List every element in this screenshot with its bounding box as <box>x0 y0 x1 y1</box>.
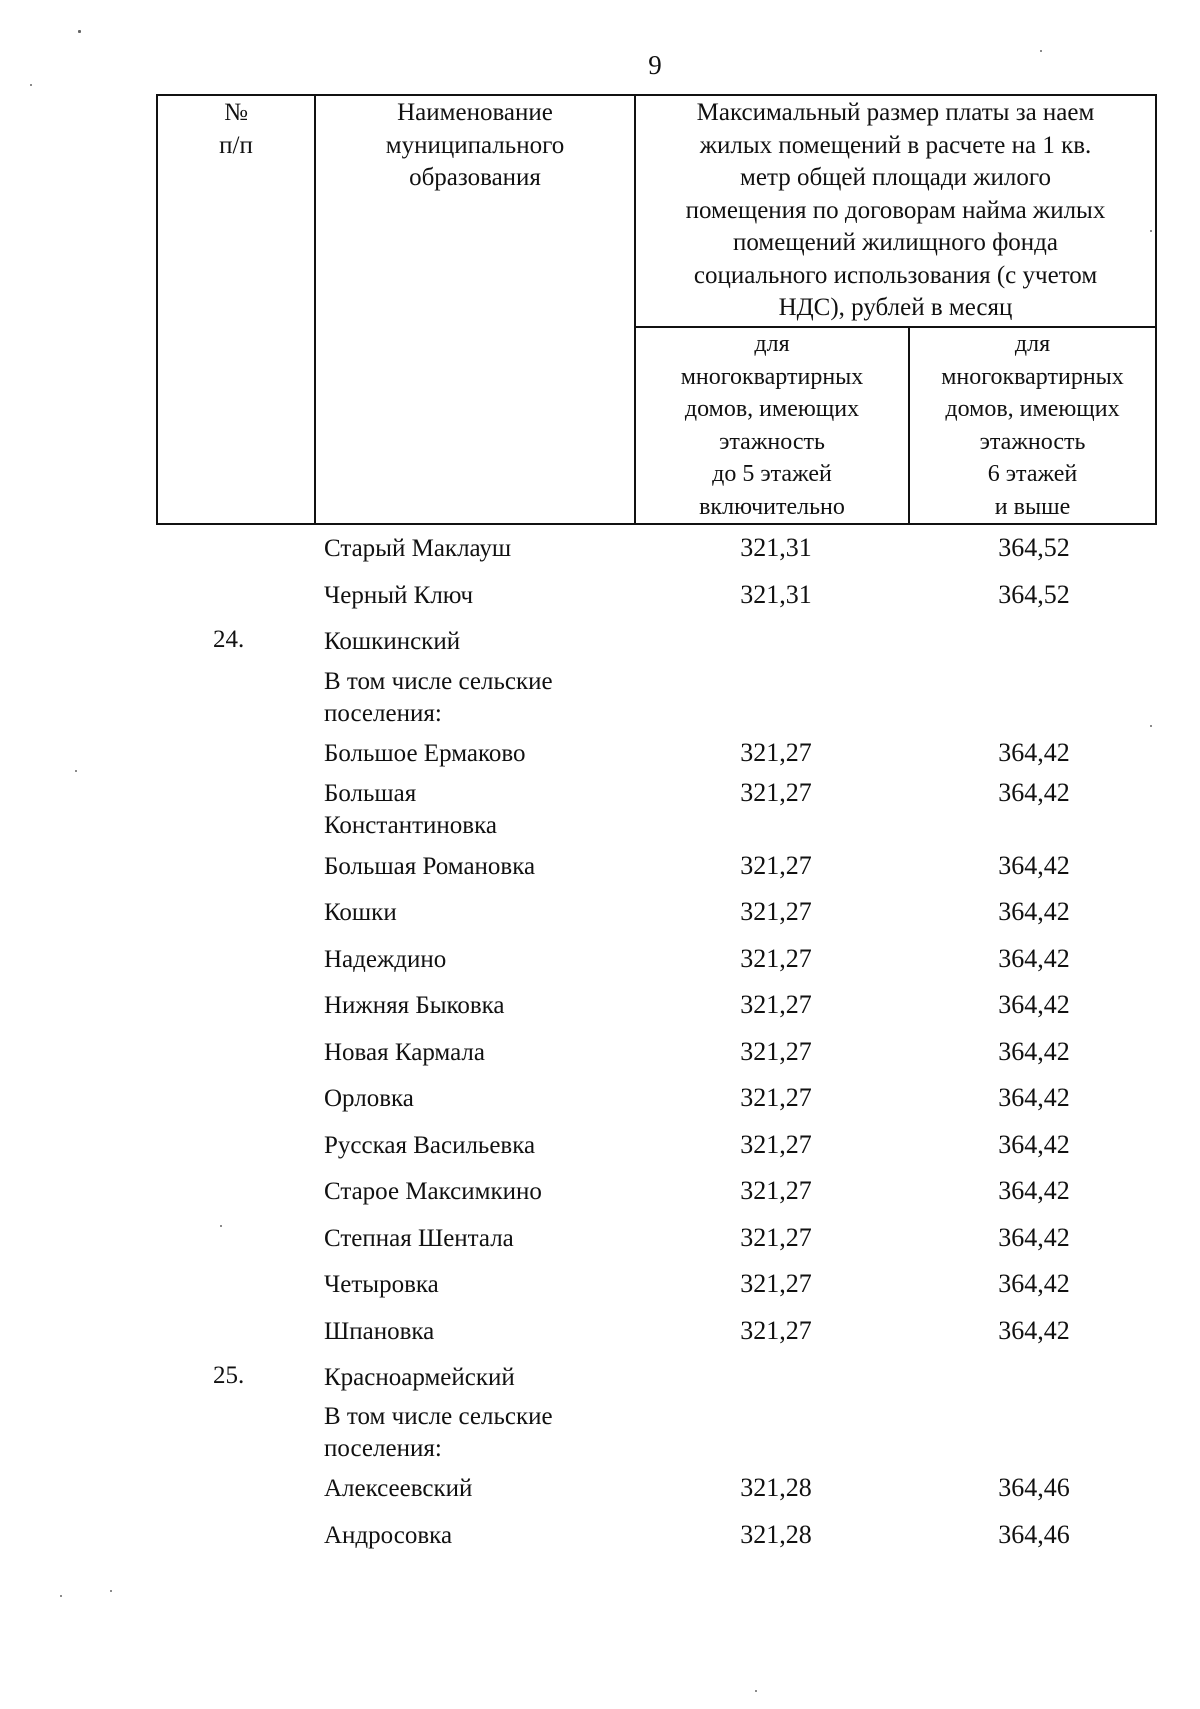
municipality-name: Новая Кармала <box>324 1039 485 1066</box>
header-top-border <box>156 94 1157 96</box>
header-name: Наименование муниципального образования <box>385 99 565 191</box>
municipality-name: Большое Ермаково <box>324 740 526 767</box>
fee-up-to-5-floors: 321,27 <box>740 738 812 767</box>
fee-6-floors-and-above: 364,42 <box>998 738 1070 767</box>
fee-up-to-5-floors: 321,27 <box>740 1037 812 1066</box>
header-max-fee: Максимальный размер платы за наем жилых помещений в расчете на 1 кв. метр общей площади жилого помещения по договорам найма жилых помещений жилищного фонда социального использования (с учетом НДС), рублей в месяц <box>685 99 1106 321</box>
municipality-name: Черный Ключ <box>324 582 474 609</box>
scan-speck <box>78 30 81 33</box>
municipality-name: Шпановка <box>324 1318 435 1345</box>
scan-speck <box>110 1590 112 1592</box>
fee-6-floors-and-above: 364,42 <box>998 851 1070 880</box>
fee-6-floors-and-above: 364,42 <box>998 1130 1070 1159</box>
municipality-name: Орловка <box>324 1085 414 1112</box>
municipality-name: Нижняя Быковка <box>324 992 505 1019</box>
municipality-name: Четыровка <box>324 1271 439 1298</box>
municipality-name: Алексеевский <box>324 1475 473 1502</box>
page-number: 9 <box>648 50 662 80</box>
fee-6-floors-and-above: 364,42 <box>998 1269 1070 1298</box>
municipality-name: В том числе сельские поселения: <box>324 668 553 727</box>
municipality-name: Степная Шентала <box>324 1225 514 1252</box>
fee-6-floors-and-above: 364,42 <box>998 1037 1070 1066</box>
fee-6-floors-and-above: 364,42 <box>998 1176 1070 1205</box>
municipality-name: Кошкинский <box>324 628 461 655</box>
municipality-name: Красноармейский <box>324 1364 515 1391</box>
fee-6-floors-and-above: 364,52 <box>998 580 1070 609</box>
scan-speck <box>30 84 32 86</box>
fee-up-to-5-floors: 321,27 <box>740 1130 812 1159</box>
scan-speck <box>220 1225 222 1227</box>
municipality-name: Большая Романовка <box>324 853 536 880</box>
scan-speck <box>1150 230 1152 232</box>
header-num: № п/п <box>219 99 253 159</box>
fee-up-to-5-floors: 321,27 <box>740 1269 812 1298</box>
municipality-name: Кошки <box>324 899 397 926</box>
fee-up-to-5-floors: 321,28 <box>740 1473 812 1502</box>
fee-6-floors-and-above: 364,46 <box>998 1473 1070 1502</box>
fee-6-floors-and-above: 364,42 <box>998 1083 1070 1112</box>
scan-speck <box>1040 50 1042 52</box>
fee-up-to-5-floors: 321,27 <box>740 944 812 973</box>
header-up-to-5-floors: для многоквартирных домов, имеющих этажность до 5 этажей включительно <box>680 331 864 520</box>
fee-up-to-5-floors: 321,27 <box>740 851 812 880</box>
municipality-name: Старый Маклауш <box>324 535 512 562</box>
fee-up-to-5-floors: 321,28 <box>740 1520 812 1549</box>
row-number: 25. <box>213 1362 245 1389</box>
municipality-name: Надеждино <box>324 946 447 973</box>
fee-up-to-5-floors: 321,31 <box>740 533 812 562</box>
fee-up-to-5-floors: 321,27 <box>740 1083 812 1112</box>
fee-6-floors-and-above: 364,42 <box>998 1316 1070 1345</box>
fee-6-floors-and-above: 364,42 <box>998 990 1070 1019</box>
fee-6-floors-and-above: 364,42 <box>998 897 1070 926</box>
fee-up-to-5-floors: 321,27 <box>740 1316 812 1345</box>
fee-6-floors-and-above: 364,42 <box>998 778 1070 807</box>
fee-6-floors-and-above: 364,52 <box>998 533 1070 562</box>
municipality-name: Старое Максимкино <box>324 1178 542 1205</box>
municipality-name: Андросовка <box>324 1522 453 1549</box>
municipality-name: Большая Константиновка <box>324 780 497 839</box>
fee-6-floors-and-above: 364,42 <box>998 944 1070 973</box>
fee-6-floors-and-above: 364,46 <box>998 1520 1070 1549</box>
scan-speck <box>1150 725 1152 727</box>
fee-up-to-5-floors: 321,27 <box>740 778 812 807</box>
row-number: 24. <box>213 626 245 653</box>
fee-up-to-5-floors: 321,27 <box>740 990 812 1019</box>
fee-up-to-5-floors: 321,27 <box>740 1223 812 1252</box>
scan-speck <box>75 770 77 772</box>
fee-up-to-5-floors: 321,27 <box>740 1176 812 1205</box>
scan-speck <box>60 1595 62 1597</box>
municipality-name: Русская Васильевка <box>324 1132 536 1159</box>
fee-up-to-5-floors: 321,31 <box>740 580 812 609</box>
header-right-border <box>1155 94 1157 525</box>
fee-up-to-5-floors: 321,27 <box>740 897 812 926</box>
fee-6-floors-and-above: 364,42 <box>998 1223 1070 1252</box>
municipality-name: В том числе сельские поселения: <box>324 1403 553 1462</box>
scan-speck <box>755 1690 757 1692</box>
header-6-floors-and-above: для многоквартирных домов, имеющих этажность 6 этажей и выше <box>941 331 1124 520</box>
